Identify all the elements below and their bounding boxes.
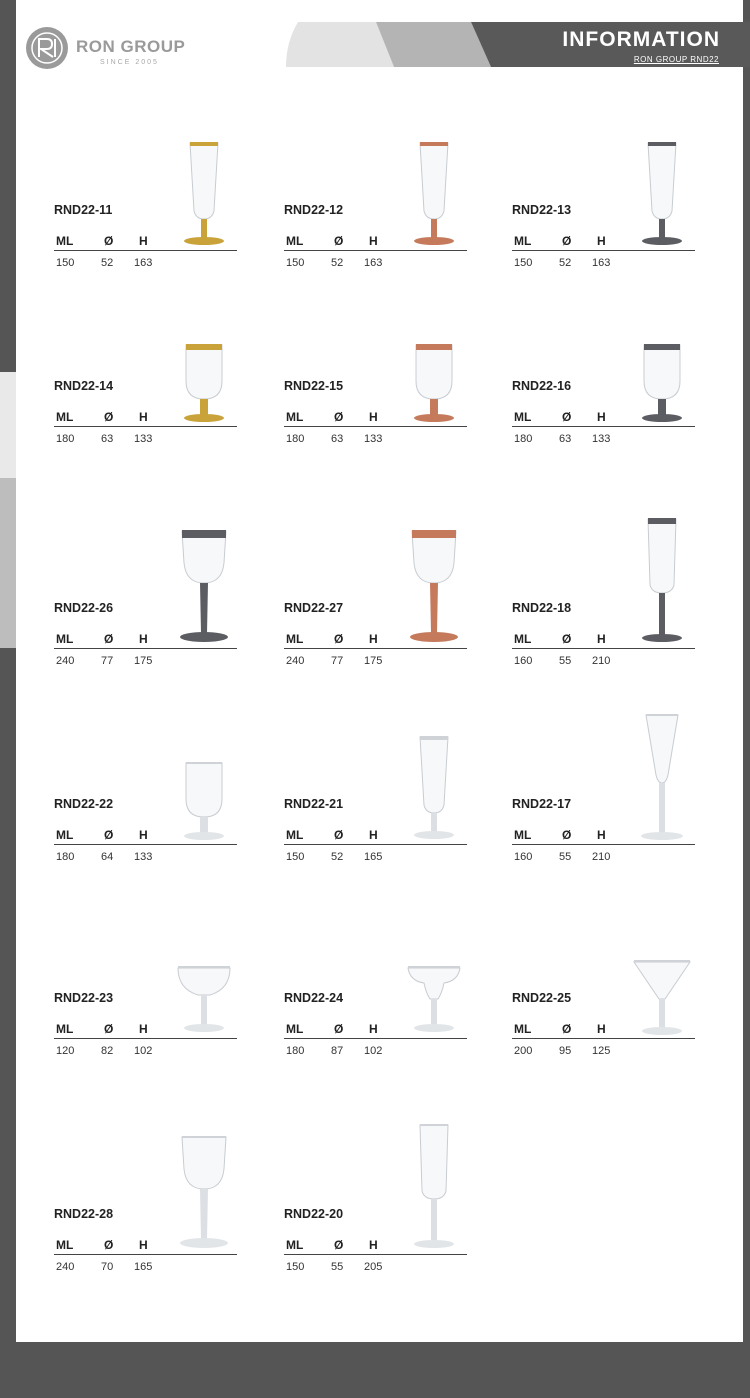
header-height: H [369,1022,378,1036]
spec-height: 165 [134,1261,153,1273]
header-volume: ML [286,1022,304,1036]
product-code: RND22-15 [284,379,344,393]
spec-volume: 150 [286,851,305,863]
header-height: H [139,632,148,646]
product-code: RND22-25 [512,991,572,1005]
spec-diameter: 55 [559,655,572,667]
spec-volume: 180 [56,851,75,863]
spec-diameter: 63 [101,433,114,445]
header-height: H [139,828,148,842]
header-height: H [139,1238,148,1252]
spec-diameter: 52 [101,257,114,269]
spec-volume: 180 [286,1045,305,1057]
header-volume: ML [56,234,74,248]
glass-product-image [404,965,464,1042]
spec-volume: 240 [286,655,305,667]
spec-diameter: 77 [331,655,344,667]
header-diameter: Ø [562,632,572,646]
header-height: H [369,410,378,424]
spec-diameter: 52 [331,851,344,863]
glass-product-image [174,761,234,848]
spec-height: 175 [364,655,383,667]
brand-name: RON GROUP [76,37,186,56]
header-diameter: Ø [334,632,344,646]
header-diameter: Ø [562,1022,572,1036]
glass-product-image [632,517,692,652]
header-height: H [139,234,148,248]
header-height: H [597,234,606,248]
header-diameter: Ø [334,234,344,248]
header-diameter: Ø [104,632,114,646]
spec-diameter: 70 [101,1261,114,1273]
brand-logo [26,27,196,73]
spec-height: 210 [592,655,611,667]
ron-group-logo-icon [26,27,68,69]
glass-product-image [174,343,234,430]
product-code: RND22-16 [512,379,572,393]
spec-volume: 150 [514,257,533,269]
product-code: RND22-27 [284,601,344,615]
product-code: RND22-18 [512,601,572,615]
header-height: H [369,828,378,842]
banner-subtitle: RON GROUP RND22 [633,55,719,64]
product-code: RND22-21 [284,797,344,811]
spec-volume: 180 [56,433,75,445]
side-accent-light [0,372,16,478]
header-volume: ML [56,632,74,646]
header-volume: ML [56,1238,74,1252]
spec-diameter: 52 [331,257,344,269]
spec-height: 133 [134,433,153,445]
header-height: H [139,410,148,424]
information-banner [286,22,750,67]
spec-height: 133 [134,851,153,863]
spec-volume: 160 [514,851,533,863]
header-diameter: Ø [104,1022,114,1036]
header-diameter: Ø [334,410,344,424]
spec-volume: 240 [56,1261,75,1273]
header-diameter: Ø [334,1238,344,1252]
header-height: H [597,1022,606,1036]
header-volume: ML [56,828,74,842]
header-volume: ML [514,410,532,424]
header-height: H [369,234,378,248]
product-code: RND22-13 [512,203,572,217]
spec-diameter: 95 [559,1045,572,1057]
spec-height: 163 [134,257,153,269]
product-code: RND22-23 [54,991,114,1005]
header-diameter: Ø [104,828,114,842]
spec-volume: 180 [286,433,305,445]
spec-diameter: 55 [559,851,572,863]
product-code: RND22-22 [54,797,114,811]
glass-product-image [404,1123,464,1258]
header-height: H [597,632,606,646]
glass-product-image [404,529,464,652]
header-height: H [139,1022,148,1036]
header-diameter: Ø [334,1022,344,1036]
product-code: RND22-28 [54,1207,114,1221]
header-volume: ML [514,828,532,842]
header-volume: ML [514,234,532,248]
header-diameter: Ø [562,234,572,248]
header-diameter: Ø [104,234,114,248]
spec-height: 175 [134,655,153,667]
spec-height: 133 [592,433,611,445]
product-code: RND22-26 [54,601,114,615]
header-height: H [369,632,378,646]
header-diameter: Ø [562,410,572,424]
spec-volume: 150 [56,257,75,269]
header-volume: ML [286,410,304,424]
glass-product-image [404,141,464,254]
glass-product-image [404,735,464,848]
header-diameter: Ø [334,828,344,842]
header-volume: ML [56,1022,74,1036]
header-volume: ML [286,828,304,842]
side-accent-mid [0,478,16,648]
glass-product-image [632,343,692,430]
spec-height: 165 [364,851,383,863]
spec-diameter: 63 [559,433,572,445]
header-volume: ML [286,632,304,646]
spec-height: 125 [592,1045,611,1057]
spec-volume: 200 [514,1045,533,1057]
spec-volume: 160 [514,655,533,667]
spec-diameter: 77 [101,655,114,667]
product-code: RND22-20 [284,1207,344,1221]
product-code: RND22-17 [512,797,572,811]
glass-product-image [174,141,234,254]
header-diameter: Ø [104,410,114,424]
glass-product-image [404,343,464,430]
spec-height: 205 [364,1261,383,1273]
header-volume: ML [514,632,532,646]
header-height: H [597,410,606,424]
spec-height: 163 [364,257,383,269]
spec-height: 210 [592,851,611,863]
spec-height: 102 [364,1045,383,1057]
spec-diameter: 64 [101,851,114,863]
spec-diameter: 52 [559,257,572,269]
glass-product-image [632,959,692,1044]
spec-volume: 180 [514,433,533,445]
glass-product-image [632,713,692,848]
product-code: RND22-11 [54,203,113,217]
glass-product-image [174,965,234,1042]
spec-volume: 240 [56,655,75,667]
glass-product-image [174,529,234,652]
spec-diameter: 82 [101,1045,114,1057]
header-volume: ML [286,1238,304,1252]
banner-title: INFORMATION [562,28,720,51]
spec-volume: 150 [286,1261,305,1273]
header-volume: ML [514,1022,532,1036]
header-volume: ML [286,234,304,248]
spec-height: 133 [364,433,383,445]
header-height: H [369,1238,378,1252]
glass-product-image [174,1135,234,1258]
brand-since: SINCE 2005 [100,59,159,66]
product-code: RND22-24 [284,991,344,1005]
spec-diameter: 55 [331,1261,344,1273]
spec-height: 102 [134,1045,153,1057]
spec-diameter: 63 [331,433,344,445]
glass-product-image [632,141,692,254]
header-diameter: Ø [104,1238,114,1252]
header-diameter: Ø [562,828,572,842]
product-code: RND22-14 [54,379,114,393]
header-volume: ML [56,410,74,424]
spec-height: 163 [592,257,611,269]
header-height: H [597,828,606,842]
spec-volume: 150 [286,257,305,269]
spec-diameter: 87 [331,1045,344,1057]
spec-volume: 120 [56,1045,75,1057]
product-code: RND22-12 [284,203,344,217]
